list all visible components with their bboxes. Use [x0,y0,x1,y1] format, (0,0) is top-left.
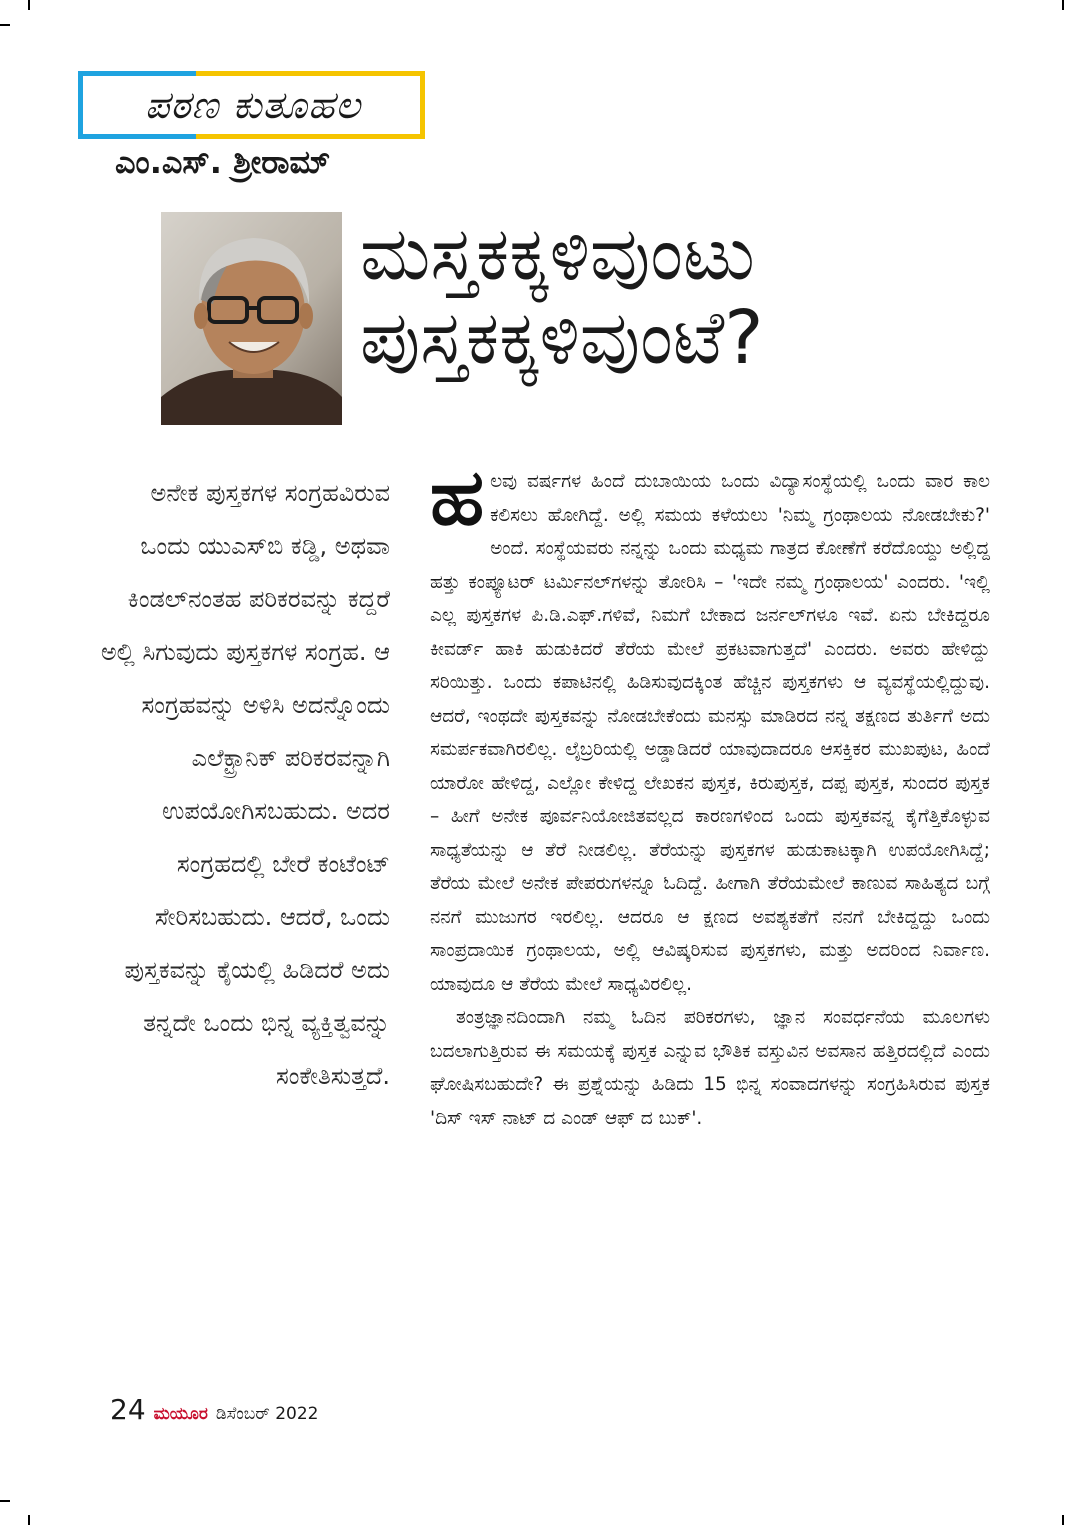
article-headline [360,212,1050,380]
page-footer [110,1393,319,1427]
page-number: 24 [110,1393,146,1426]
headline-line-2: ಪುಸ್ತಕಕ್ಕಳಿವುಂಟೆ? [360,295,764,381]
magazine-name: ಮಯೂರ [153,1404,208,1424]
crop-mark [28,1515,30,1525]
author-portrait-illustration [161,212,342,425]
column-title: ಪಠಣ ಕುತೂಹಲ [144,82,361,127]
author-name: ಎಂ.ಎಸ್. ಶ್ರೀರಾಮ್ [115,143,331,181]
paragraph-1 [430,453,990,1001]
pull-quote [100,467,390,1103]
crop-mark [0,1500,10,1502]
paragraph-2: ತಂತ್ರಜ್ಞಾನದಿಂದಾಗಿ ನಮ್ಮ ಓದಿನ ಪರಿಕರಗಳು, ಜ್ಞಾನ ಸಂವರ್ಧನೆಯ ಮೂಲಗಳು ಬದಲಾಗುತ್ತಿರುವ ಈ ಸಮಯಕ್ಕೆ ಪುಸ್ತಕ ಎನ್ನುವ ಭೌತಿಕ ವಸ್ತುವಿನ ಅವಸಾನ ಹತ್ತಿರದಲ್ಲಿದೆ ಎಂದು ಘೋಷಿಸಬಹುದೇ? ಈ ಪ್ರಶ್ನೆಯನ್ನು ಹಿಡಿದು 15 ಭಿನ್ನ ಸಂವಾದಗಳನ್ನು ಸಂಗ್ರಹಿಸಿರುವ ಪುಸ್ತಕ 'ದಿಸ್ ಇಸ್ ನಾಟ್ ದ ಎಂಡ್ ಆಫ್ ದ ಬುಕ್'. [430,1007,990,1129]
issue-date: ಡಿಸೆಂಬರ್ 2022 [215,1404,319,1424]
crop-mark [1062,1515,1064,1525]
drop-cap: ಹ [430,453,485,543]
crop-mark [1062,0,1064,10]
article-body [430,453,990,1135]
crop-mark [0,24,10,26]
paragraph-1-text: ಲವು ವರ್ಷಗಳ ಹಿಂದೆ ದುಬಾಯಿಯ ಒಂದು ವಿದ್ಯಾಸಂಸ್ಥೆಯಲ್ಲಿ ಒಂದು ವಾರ ಕಾಲ ಕಲಿಸಲು ಹೋಗಿದ್ದೆ. ಅಲ್ಲಿ ಸಮಯ ಕಳೆಯಲು 'ನಿಮ್ಮ ಗ್ರಂಥಾಲಯ ನೋಡಬೇಕು?' ಅಂದೆ. ಸಂಸ್ಥೆಯವರು ನನ್ನನ್ನು ಒಂದು ಮಧ್ಯಮ ಗಾತ್ರದ ಕೋಣೆಗೆ ಕರೆದೊಯ್ದು ಅಲ್ಲಿದ್ದ ಹತ್ತು ಕಂಪ್ಯೂಟರ್ ಟರ್ಮಿನಲ್‌ಗಳನ್ನು ತೋರಿಸಿ – 'ಇದೇ ನಮ್ಮ ಗ್ರಂಥಾಲಯ' ಎಂದರು. 'ಇಲ್ಲಿ ಎಲ್ಲ ಪುಸ್ತಕಗಳ ಪಿ.ಡಿ.ಎಫ್.ಗಳಿವೆ, ನಿಮಗೆ ಬೇಕಾದ ಜರ್ನಲ್‌ಗಳೂ ಇವೆ. ಏನು ಬೇಕಿದ್ದರೂ ಕೀವರ್ಡ್ ಹಾಕಿ ಹುಡುಕಿದರೆ ತೆರೆಯ ಮೇಲೆ ಪ್ರಕಟವಾಗುತ್ತದೆ' ಎಂದರು. ಅವರು ಹೇಳಿದ್ದು ಸರಿಯಿತ್ತು. ಒಂದು ಕಪಾಟಿನಲ್ಲಿ ಹಿಡಿಸುವುದಕ್ಕಿಂತ ಹೆಚ್ಚಿನ ಪುಸ್ತಕಗಳು ಆ ವ್ಯವಸ್ಥೆಯಲ್ಲಿದ್ದುವು. ಆದರೆ, ಇಂಥದೇ ಪುಸ್ತಕವನ್ನು ನೋಡಬೇಕೆಂದು ಮನಸ್ಸು ಮಾಡಿರದ ನನ್ನ ತಕ್ಷಣದ ತುರ್ತಿಗೆ ಅದು ಸಮರ್ಪಕವಾಗಿರಲಿಲ್ಲ. ಲೈಬ್ರರಿಯಲ್ಲಿ ಅಡ್ಡಾಡಿದರೆ ಯಾವುದಾದರೂ ಆಸಕ್ತಿಕರ ಮುಖಪುಟ, ಹಿಂದೆ ಯಾರೋ ಹೇಳಿದ್ದ, ಎಲ್ಲೋ ಕೇಳಿದ್ದ ಲೇಖಕನ ಪುಸ್ತಕ, ಕಿರುಪುಸ್ತಕ, ದಪ್ಪ ಪುಸ್ತಕ, ಸುಂದರ ಪುಸ್ತಕ – ಹೀಗೆ ಅನೇಕ ಪೂರ್ವನಿಯೋಜಿತವಲ್ಲದ ಕಾರಣಗಳಿಂದ ಒಂದು ಪುಸ್ತಕವನ್ನ ಕೈಗೆತ್ತಿಕೊಳ್ಳುವ ಸಾಧ್ಯತೆಯನ್ನು ಆ ತೆರೆ ನೀಡಲಿಲ್ಲ. ತೆರೆಯನ್ನು ಪುಸ್ತಕಗಳ ಹುಡುಕಾಟಕ್ಕಾಗಿ ಉಪಯೋಗಿಸಿದ್ದೆ; ತೆರೆಯ ಮೇಲೆ ಅನೇಕ ಪೇಪರುಗಳನ್ನೂ ಓದಿದ್ದೆ. ಹೀಗಾಗಿ ತೆರೆಯಮೇಲೆ ಕಾಣುವ ಸಾಹಿತ್ಯದ ಬಗ್ಗೆ ನನಗೆ ಮುಜುಗರ ಇರಲಿಲ್ಲ. ಆದರೂ ಆ ಕ್ಷಣದ ಅವಶ್ಯಕತೆಗೆ ನನಗೆ ಬೇಕಿದ್ದದ್ದು ಒಂದು ಸಾಂಪ್ರದಾಯಿಕ ಗ್ರಂಥಾಲಯ, ಅಲ್ಲಿ ಆವಿಷ್ಕರಿಸುವ ಪುಸ್ತಕಗಳು, ಮತ್ತು ಅದರಿಂದ ನಿರ್ವಾಣ. ಯಾವುದೂ ಆ ತೆರೆಯ ಮೇಲೆ ಸಾಧ್ಯವಿರಲಿಲ್ಲ. [430,471,990,995]
crop-mark [28,0,30,10]
author-photo [161,212,342,425]
headline-line-1: ಮಸ್ತಕಕ್ಕಳಿವುಂಟು [360,211,755,297]
pull-quote-text: ಅನೇಕ ಪುಸ್ತಕಗಳ ಸಂಗ್ರಹವಿರುವ ಒಂದು ಯುಎಸ್‌ಬಿ ಕಡ್ಡಿ, ಅಥವಾ ಕಿಂಡಲ್‌ನಂತಹ ಪರಿಕರವನ್ನು ಕದ್ದರೆ ಅಲ್ಲಿ ಸಿಗುವುದು ಪುಸ್ತಕಗಳ ಸಂಗ್ರಹ. ಆ ಸಂಗ್ರಹವನ್ನು ಅಳಿಸಿ ಅದನ್ನೊಂದು ಎಲೆಕ್ಟ್ರಾನಿಕ್ ಪರಿಕರವನ್ನಾಗಿ ಉಪಯೋಗಿಸಬಹುದು. ಅದರ ಸಂಗ್ರಹದಲ್ಲಿ ಬೇರೆ ಕಂಟೆಂಟ್ ಸೇರಿಸಬಹುದು. ಆದರೆ, ಒಂದು ಪುಸ್ತಕವನ್ನು ಕೈಯಲ್ಲಿ ಹಿಡಿದರೆ ಅದು ತನ್ನದೇ ಒಂದು ಭಿನ್ನ ವ್ಯಕ್ತಿತ್ವವನ್ನು ಸಂಕೇತಿಸುತ್ತದೆ. [100,479,390,1090]
